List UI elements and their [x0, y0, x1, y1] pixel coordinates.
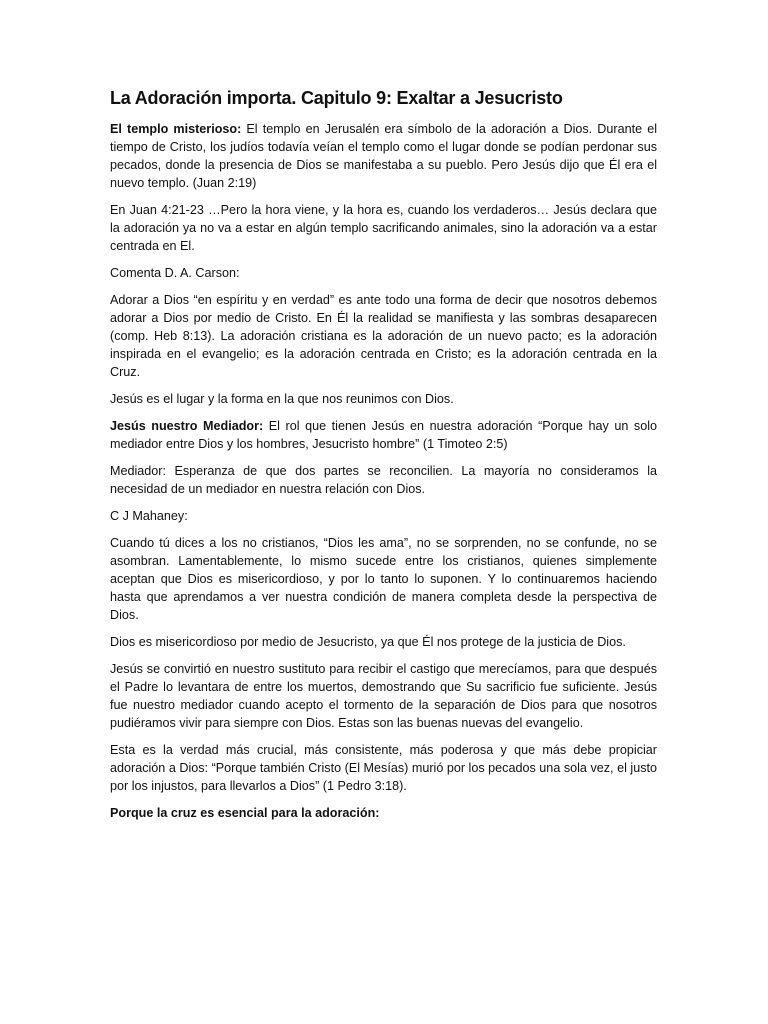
- paragraph-carson-quote: [110, 291, 657, 381]
- paragraph-sustituto: [110, 660, 657, 732]
- paragraph-mahaney-quote: [110, 534, 657, 624]
- document-title: La Adoración importa. Capitulo 9: Exaltar a Jesucristo: [110, 88, 563, 108]
- paragraph-text: Jesús es el lugar y la forma en la que nos reunimos con Dios.: [110, 392, 454, 406]
- paragraph-lead: Porque la cruz es esencial para la adoración:: [110, 806, 380, 820]
- paragraph-text: C J Mahaney:: [110, 509, 188, 523]
- paragraph-text: Adorar a Dios “en espíritu y en verdad” es ante todo una forma de decir que nosotros debemos adorar a Dios por medio de Cristo. En Él la realidad se manifiesta y las sombras desaparecen (comp. Heb 8:13). La adoración cristiana es la adoración de un nuevo pacto; es la adoración inspirada en el evangelio; es la adoración centrada en Cristo; es la adoración centrada en la Cruz.: [110, 293, 657, 379]
- paragraph-misericordioso: [110, 633, 657, 651]
- paragraph-text: Esta es la verdad más crucial, más consistente, más poderosa y que más debe propiciar adoración a Dios: “Porque también Cristo (El Mesías) murió por los pecados una sola vez, el justo por los injustos, para llevarlos a Dios” (1 Pedro 3:18).: [110, 743, 657, 793]
- paragraph-cruz-heading: [110, 804, 657, 822]
- document-page: [110, 86, 657, 831]
- paragraph-text: Dios es misericordioso por medio de Jesucristo, ya que Él nos protege de la justicia de Dios.: [110, 635, 626, 649]
- paragraph-text: Mediador: Esperanza de que dos partes se reconcilien. La mayoría no consideramos la necesidad de un mediador en nuestra relación con Dios.: [110, 464, 657, 496]
- paragraph-text: Cuando tú dices a los no cristianos, “Dios les ama”, no se sorprenden, no se confunde, no se asombran. Lamentablemente, lo mismo sucede entre los cristianos, quienes simplemente aceptan que Dios es misericordioso, y por lo tanto lo suponen. Y lo continuaremos haciendo hasta que aprendamos a ver nuestra condición de manera completa desde la perspectiva de Dios.: [110, 536, 657, 622]
- paragraph-carson-intro: [110, 264, 657, 282]
- paragraph-mahaney-intro: [110, 507, 657, 525]
- paragraph-lugar: [110, 390, 657, 408]
- paragraph-text: En Juan 4:21-23 …Pero la hora viene, y la hora es, cuando los verdaderos… Jesús declara que la adoración ya no va a estar en algún templo sacrificando animales, sino la adoración va a estar centrada en El.: [110, 203, 657, 253]
- paragraph-text: Comenta D. A. Carson:: [110, 266, 240, 280]
- paragraph-mediador-def: [110, 462, 657, 498]
- paragraph-templo: [110, 120, 657, 192]
- paragraph-lead: Jesús nuestro Mediador:: [110, 419, 264, 433]
- paragraph-lead: El templo misterioso:: [110, 122, 242, 136]
- paragraph-text: El templo en Jerusalén era símbolo de la adoración a Dios. Durante el tiempo de Cristo, los judíos todavía veían el templo como el lugar donde se podían perdonar sus pecados, donde la presencia de Dios se manifestaba a su pueblo. Pero Jesús dijo que Él era el nuevo templo. (Juan 2:19): [110, 122, 657, 190]
- paragraph-verdad: [110, 741, 657, 795]
- paragraph-text: Jesús se convirtió en nuestro sustituto para recibir el castigo que merecíamos, para que después el Padre lo levantara de entre los muertos, demostrando que Su sacrificio fue suficiente. Jesús fue nuestro mediador cuando acepto el tormento de la separación de Dios para que nosotros pudiéramos vivir para siempre con Dios. Estas son las buenas nuevas del evangelio.: [110, 662, 657, 730]
- paragraph-juan: [110, 201, 657, 255]
- paragraph-mediador: [110, 417, 657, 453]
- paragraph-text: El rol que tienen Jesús en nuestra adoración “Porque hay un solo mediador entre Dios y los hombres, Jesucristo hombre” (1 Timoteo 2:5): [110, 419, 657, 451]
